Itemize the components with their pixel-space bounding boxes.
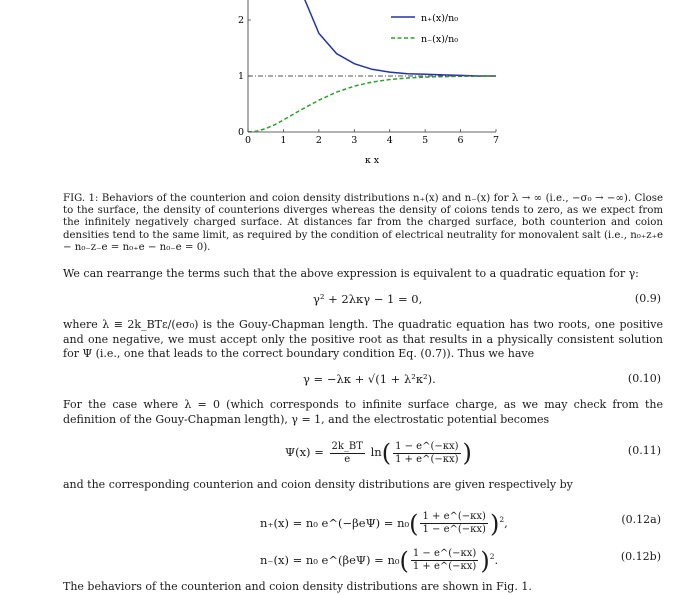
paragraph-4: and the corresponding counterion and coion density distributions are given respectively by <box>63 478 573 491</box>
eq012b-fraction <box>411 548 478 573</box>
eq011-fraction <box>393 441 460 466</box>
equation-0-11-number: (0.11) <box>627 444 661 457</box>
legend-label-nplus: n₊(x)/n₀ <box>421 13 459 24</box>
equation-0-12b-number: (0.12b) <box>620 550 661 563</box>
eq012b-frac-den: 1 + e^(−κx) <box>412 561 477 573</box>
paragraph-2: where λ ≡ 2k_BTε/(eσ₀) is the Gouy-Chapman length. The quadratic equation has two roots, one positive and one negative, we must accept only the positive root as that results in a physically consistent solution for Ψ (i.e., one that leads to the correct boundary condition Eq. (0.7)). Thus we have <box>63 318 663 360</box>
equation-0-9-expr: γ² + 2λκγ − 1 = 0, <box>313 292 423 306</box>
eq011-frac-num: 1 − e^(−κx) <box>395 440 459 452</box>
paragraph-5: The behaviors of the counterion and coion density distributions are shown in Fig. 1. <box>63 580 532 593</box>
paragraph-3: For the case where λ = 0 (which corresponds to infinite surface charge, as we may check from the definition of the Gouy-Chapman length), γ = 1, and the electrostatic potential becomes <box>63 398 663 426</box>
equation-0-12b: n₋(x) = n₀ e^(βeΨ) = n₀( $\frac{1 - e\^{}(-\kappa x)}{1 + e\^{}(-\kappa x)}$ )$^2$. (0.12b) <box>260 546 661 575</box>
eq012a-frac-num: 1 + e^(−κx) <box>422 511 486 523</box>
eq012a-frac-den: 1 − e^(−κx) <box>422 524 486 536</box>
eq012b-frac-num: 1 − e^(−κx) <box>412 548 477 560</box>
series-line-1 <box>248 76 496 132</box>
eq012a-fraction <box>420 511 487 536</box>
y-tick-label: 0 <box>237 127 244 138</box>
x-tick-label: 4 <box>386 135 393 146</box>
equation-0-12a-number: (0.12a) <box>621 513 661 526</box>
x-tick-label: 1 <box>280 135 287 146</box>
eq012a-lhs: n₊(x) = n₀ e^(−βeΨ) = n₀ <box>260 515 410 530</box>
x-tick-label: 7 <box>492 135 500 146</box>
eq011-lhs: Ψ(x) = <box>285 445 324 459</box>
eq012a-power: 2 <box>499 515 505 524</box>
equation-0-9 <box>63 292 661 308</box>
y-tick-label: 2 <box>237 15 244 26</box>
series-line-0 <box>266 0 496 76</box>
x-tick-label: 5 <box>422 135 429 146</box>
eq011-coefficient <box>330 441 365 466</box>
eq012b-tail: . <box>494 552 499 567</box>
equation-0-9-number: (0.9) <box>634 292 661 305</box>
legend-label-nminus: n₋(x)/n₀ <box>421 34 459 45</box>
figure-caption: FIG. 1: Behaviors of the counterion and coion density distributions n₊(x) and n₋(x) for λ → ∞ (i.e., −σ₀ → −∞). Close to the surface, the density of counterions diverges whereas the density of coions tends to zero, as we expect from the infinitely negatively charged surface. At distances far from the charged surface, both counterion and coion densities tend to the same limit, as required by the condition of electrical neutrality for monovalent salt (i.e., n₀₊z₊e − n₀₋z₋e = n₀₊e − n₀₋e = 0). <box>63 193 663 253</box>
equation-0-10 <box>63 372 661 388</box>
density-chart <box>0 0 700 170</box>
equation-0-11: Ψ(x) = $\frac{2k\_BT}{e}$ ln( $\frac{1 - e\^{}(-\kappa x)}{1 + e\^{}(-\kappa x)}$ ) (0.11) <box>285 439 661 467</box>
x-tick-label: 3 <box>351 135 358 146</box>
eq011-coef-num: 2k_BT <box>331 440 363 452</box>
eq012b-power: 2 <box>489 552 495 561</box>
equation-0-10-number: (0.10) <box>627 372 661 385</box>
x-tick-label: 0 <box>244 135 252 146</box>
equation-0-12a: n₊(x) = n₀ e^(−βeΨ) = n₀( $\frac{1 + e\^{}(-\kappa x)}{1 - e\^{}(-\kappa x)}$ )$^2$, (0.12a) <box>260 509 661 538</box>
eq012a-tail: , <box>504 515 508 530</box>
x-axis-label: κ x <box>364 155 380 166</box>
eq011-ln: ln <box>370 445 382 459</box>
y-tick-label: 1 <box>237 71 244 82</box>
eq011-frac-den: 1 + e^(−κx) <box>395 453 459 465</box>
eq012b-lhs: n₋(x) = n₀ e^(βeΨ) = n₀ <box>260 552 400 567</box>
chart-legend <box>391 13 458 45</box>
eq011-coef-den: e <box>344 453 351 465</box>
equation-0-10-expr: γ = −λκ + √(1 + λ²κ²). <box>303 372 436 386</box>
x-tick-label: 2 <box>315 135 322 146</box>
x-tick-label: 6 <box>457 135 464 146</box>
paragraph-1: We can rearrange the terms such that the above expression is equivalent to a quadratic equation for γ: <box>63 267 639 280</box>
